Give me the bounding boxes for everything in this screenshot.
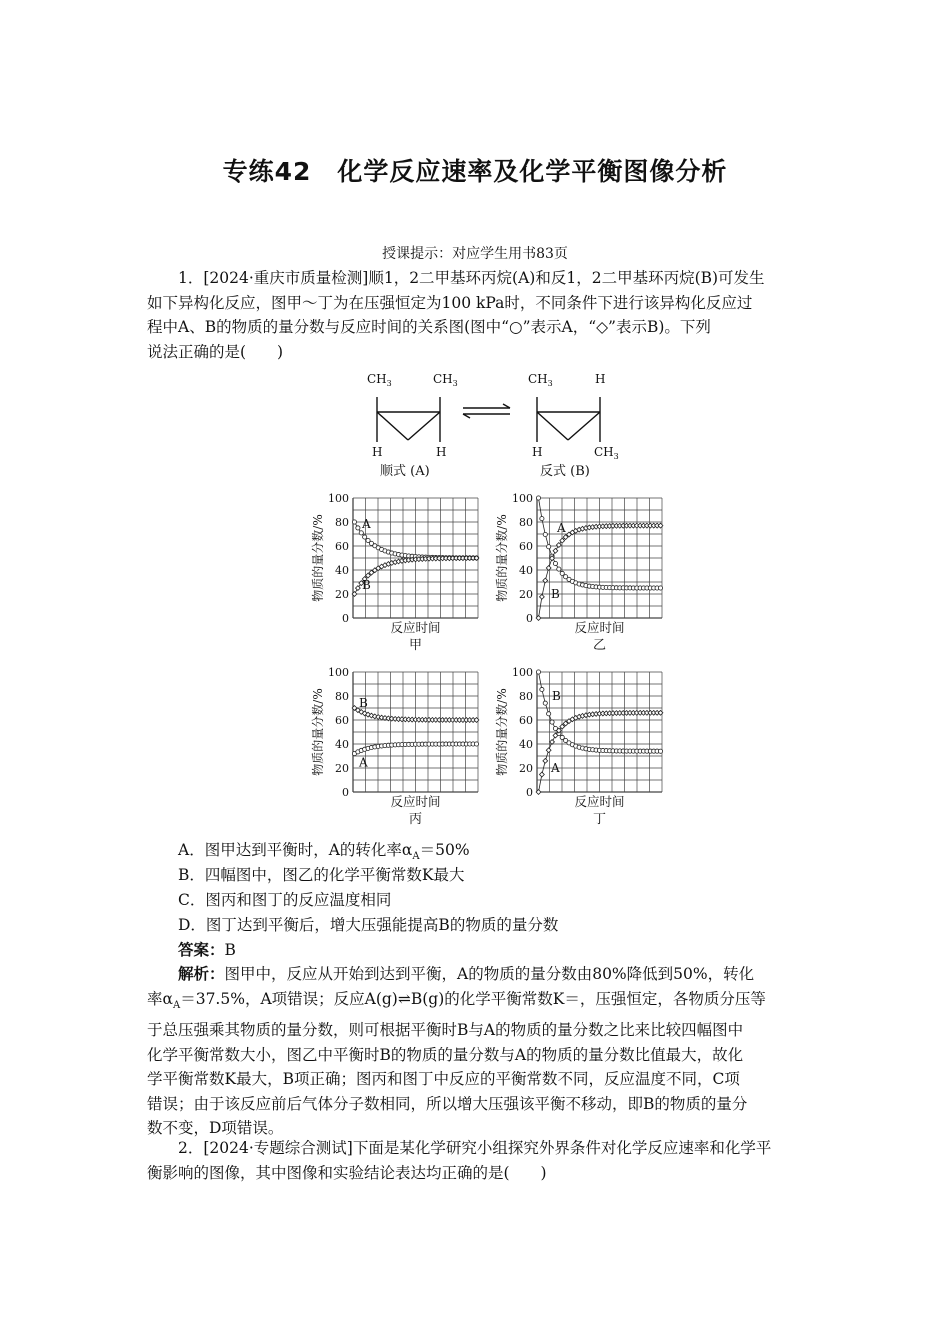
data-point-a	[540, 687, 544, 691]
data-point-b	[546, 566, 551, 571]
data-point-a	[553, 561, 557, 565]
y-axis-label: 物质的量分数/%	[495, 688, 509, 776]
data-point-b	[553, 548, 558, 553]
y-tick-label: 40	[335, 738, 349, 751]
option-c: C．图丙和图丁的反应温度相同	[178, 891, 392, 909]
data-point-b	[550, 740, 555, 745]
question-1-stem: 1．[2024·重庆市质量检测]顺1，2二甲基环丙烷(A)和反1，2二甲基环丙烷(B)可发生 如下异构化反应，图甲～丁为在压强恒定为100 kPa时，不同条件下进行该异构化反应过 程中A、B的物质的量分数与反应时间的关系图(图中“○”表示A，“◇”表示B)。下列 说法正确的是( )	[147, 269, 765, 361]
data-point-a	[557, 567, 561, 571]
data-point-a	[540, 517, 544, 521]
y-tick-label: 60	[335, 540, 349, 553]
chart-bing	[308, 664, 483, 834]
y-tick-label: 60	[519, 714, 533, 727]
answer: 答案：B	[178, 940, 236, 959]
h-label: H	[532, 445, 543, 459]
svg-text:CH3: $CH_3$	[528, 372, 553, 388]
data-point-b	[539, 772, 544, 777]
chart-caption: 甲	[408, 638, 423, 652]
data-point-b	[546, 748, 551, 753]
series-label-A: A	[359, 755, 368, 770]
y-tick-label: 100	[328, 666, 349, 679]
data-point-a	[363, 535, 367, 539]
trans-label: 反式 (B)	[540, 464, 590, 479]
data-point-a	[536, 670, 540, 674]
y-tick-label: 100	[328, 492, 349, 505]
data-point-a	[547, 712, 551, 716]
series-label-A: A	[362, 517, 371, 531]
data-point-a	[536, 496, 540, 500]
series-label-B: B	[552, 689, 561, 703]
y-tick-label: 20	[519, 762, 533, 775]
chart-yi	[492, 490, 677, 652]
series-label-B: B	[359, 695, 368, 710]
y-tick-label: 80	[519, 690, 533, 703]
y-tick-label: 0	[342, 786, 349, 799]
x-axis-label: 反应时间	[390, 620, 441, 635]
chart-caption: 丙	[408, 812, 423, 827]
data-point-a	[550, 720, 554, 724]
svg-text:CH3: $CH_3$	[367, 372, 392, 388]
page-title: 专练42 化学反应速率及化学平衡图像分析	[222, 157, 728, 186]
ch3-label: CH	[528, 372, 548, 386]
svg-text:CH3: $CH_3$	[594, 445, 619, 461]
ch3-label: CH	[594, 445, 614, 459]
data-point-a	[352, 520, 356, 524]
y-tick-label: 0	[342, 612, 349, 625]
option-d: D．图丁达到平衡后，增大压强能提高B的物质的量分数	[178, 916, 559, 934]
data-point-a	[543, 532, 547, 536]
y-tick-label: 60	[519, 540, 533, 553]
y-tick-label: 0	[526, 612, 533, 625]
y-tick-label: 80	[519, 516, 533, 529]
y-tick-label: 20	[335, 588, 349, 601]
chart-caption: 丁	[592, 812, 607, 827]
y-tick-label: 40	[519, 738, 533, 751]
h-label: H	[436, 445, 447, 459]
data-point-a	[658, 586, 662, 590]
svg-text:CH3: $CH_3$	[433, 372, 458, 388]
y-tick-label: 60	[335, 714, 349, 727]
question-2-stem: 2．[2024·专题综合测试]下面是某化学研究小组探究外界条件对化学反应速率和化学平 衡影响的图像，其中图像和实验结论表达均正确的是( )	[147, 1139, 772, 1182]
option-a: A．图甲达到平衡时，A的转化率$\alpha_A=50\%$	[178, 841, 470, 863]
series-label-A: A	[551, 761, 560, 775]
data-point-a	[658, 749, 662, 753]
cis-label: 顺式 (A)	[380, 464, 430, 479]
lesson-hint: 授课提示：对应学生用书83页	[382, 246, 568, 262]
y-axis-label: 物质的量分数/%	[311, 514, 325, 602]
option-b: B．四幅图中，图乙的化学平衡常数K最大	[178, 866, 465, 884]
series-label-B: B	[551, 587, 560, 601]
data-point-b	[539, 594, 544, 599]
y-tick-label: 40	[335, 564, 349, 577]
data-point-b	[355, 586, 360, 591]
y-tick-label: 0	[526, 786, 533, 799]
isomerization-scheme	[350, 362, 640, 480]
data-point-a	[547, 545, 551, 549]
y-tick-label: 80	[335, 690, 349, 703]
ch3-label: CH	[433, 372, 453, 386]
chart-jia	[308, 490, 483, 652]
y-axis-label: 物质的量分数/%	[495, 514, 509, 602]
h-label: H	[372, 445, 383, 459]
y-tick-label: 40	[519, 564, 533, 577]
y-tick-label: 20	[519, 588, 533, 601]
data-point-b	[543, 758, 548, 763]
y-tick-label: 100	[512, 666, 533, 679]
x-axis-label: 反应时间	[390, 794, 441, 809]
x-axis-label: 反应时间	[574, 620, 625, 635]
h-label: H	[595, 372, 606, 386]
data-point-a	[474, 742, 478, 746]
chart-ding	[492, 664, 677, 834]
series-label-B: B	[362, 578, 371, 593]
y-tick-label: 80	[335, 516, 349, 529]
series-label-A: A	[557, 521, 566, 535]
y-tick-label: 20	[335, 762, 349, 775]
ch3-label: CH	[367, 372, 387, 386]
data-point-a	[356, 526, 360, 530]
data-point-a	[560, 571, 564, 575]
data-point-a	[543, 701, 547, 705]
chart-caption: 乙	[592, 638, 607, 652]
x-axis-label: 反应时间	[574, 794, 625, 809]
data-point-a	[359, 531, 363, 535]
y-tick-label: 100	[512, 492, 533, 505]
analysis: 解析：图甲中，反应从开始到达到平衡，A的物质的量分数由80%降低到50%，转化 率$\alpha_A=37.5\%$，A项错误；反应A(g)⇌B(g)的化学平衡常数K＝，压强恒定，各物质分压等 于总压强乘其物质的量分数，则可根据平衡时B与A的物质的量分数之比来比较四幅图中 化学平衡常数大小，图乙中平衡时B的物质的量分数与A的物质的量分数比值最大，故化 学平衡常数K最大，B项正确；图丙和图丁中反应的平衡常数不同，反应温度不同，C项 错误；由于该反应前后气体分子数相同，所以增大压强该平衡不移动，即B的物质的量分 数不变，D项错误。	[147, 964, 766, 1138]
y-axis-label: 物质的量分数/%	[311, 688, 325, 776]
